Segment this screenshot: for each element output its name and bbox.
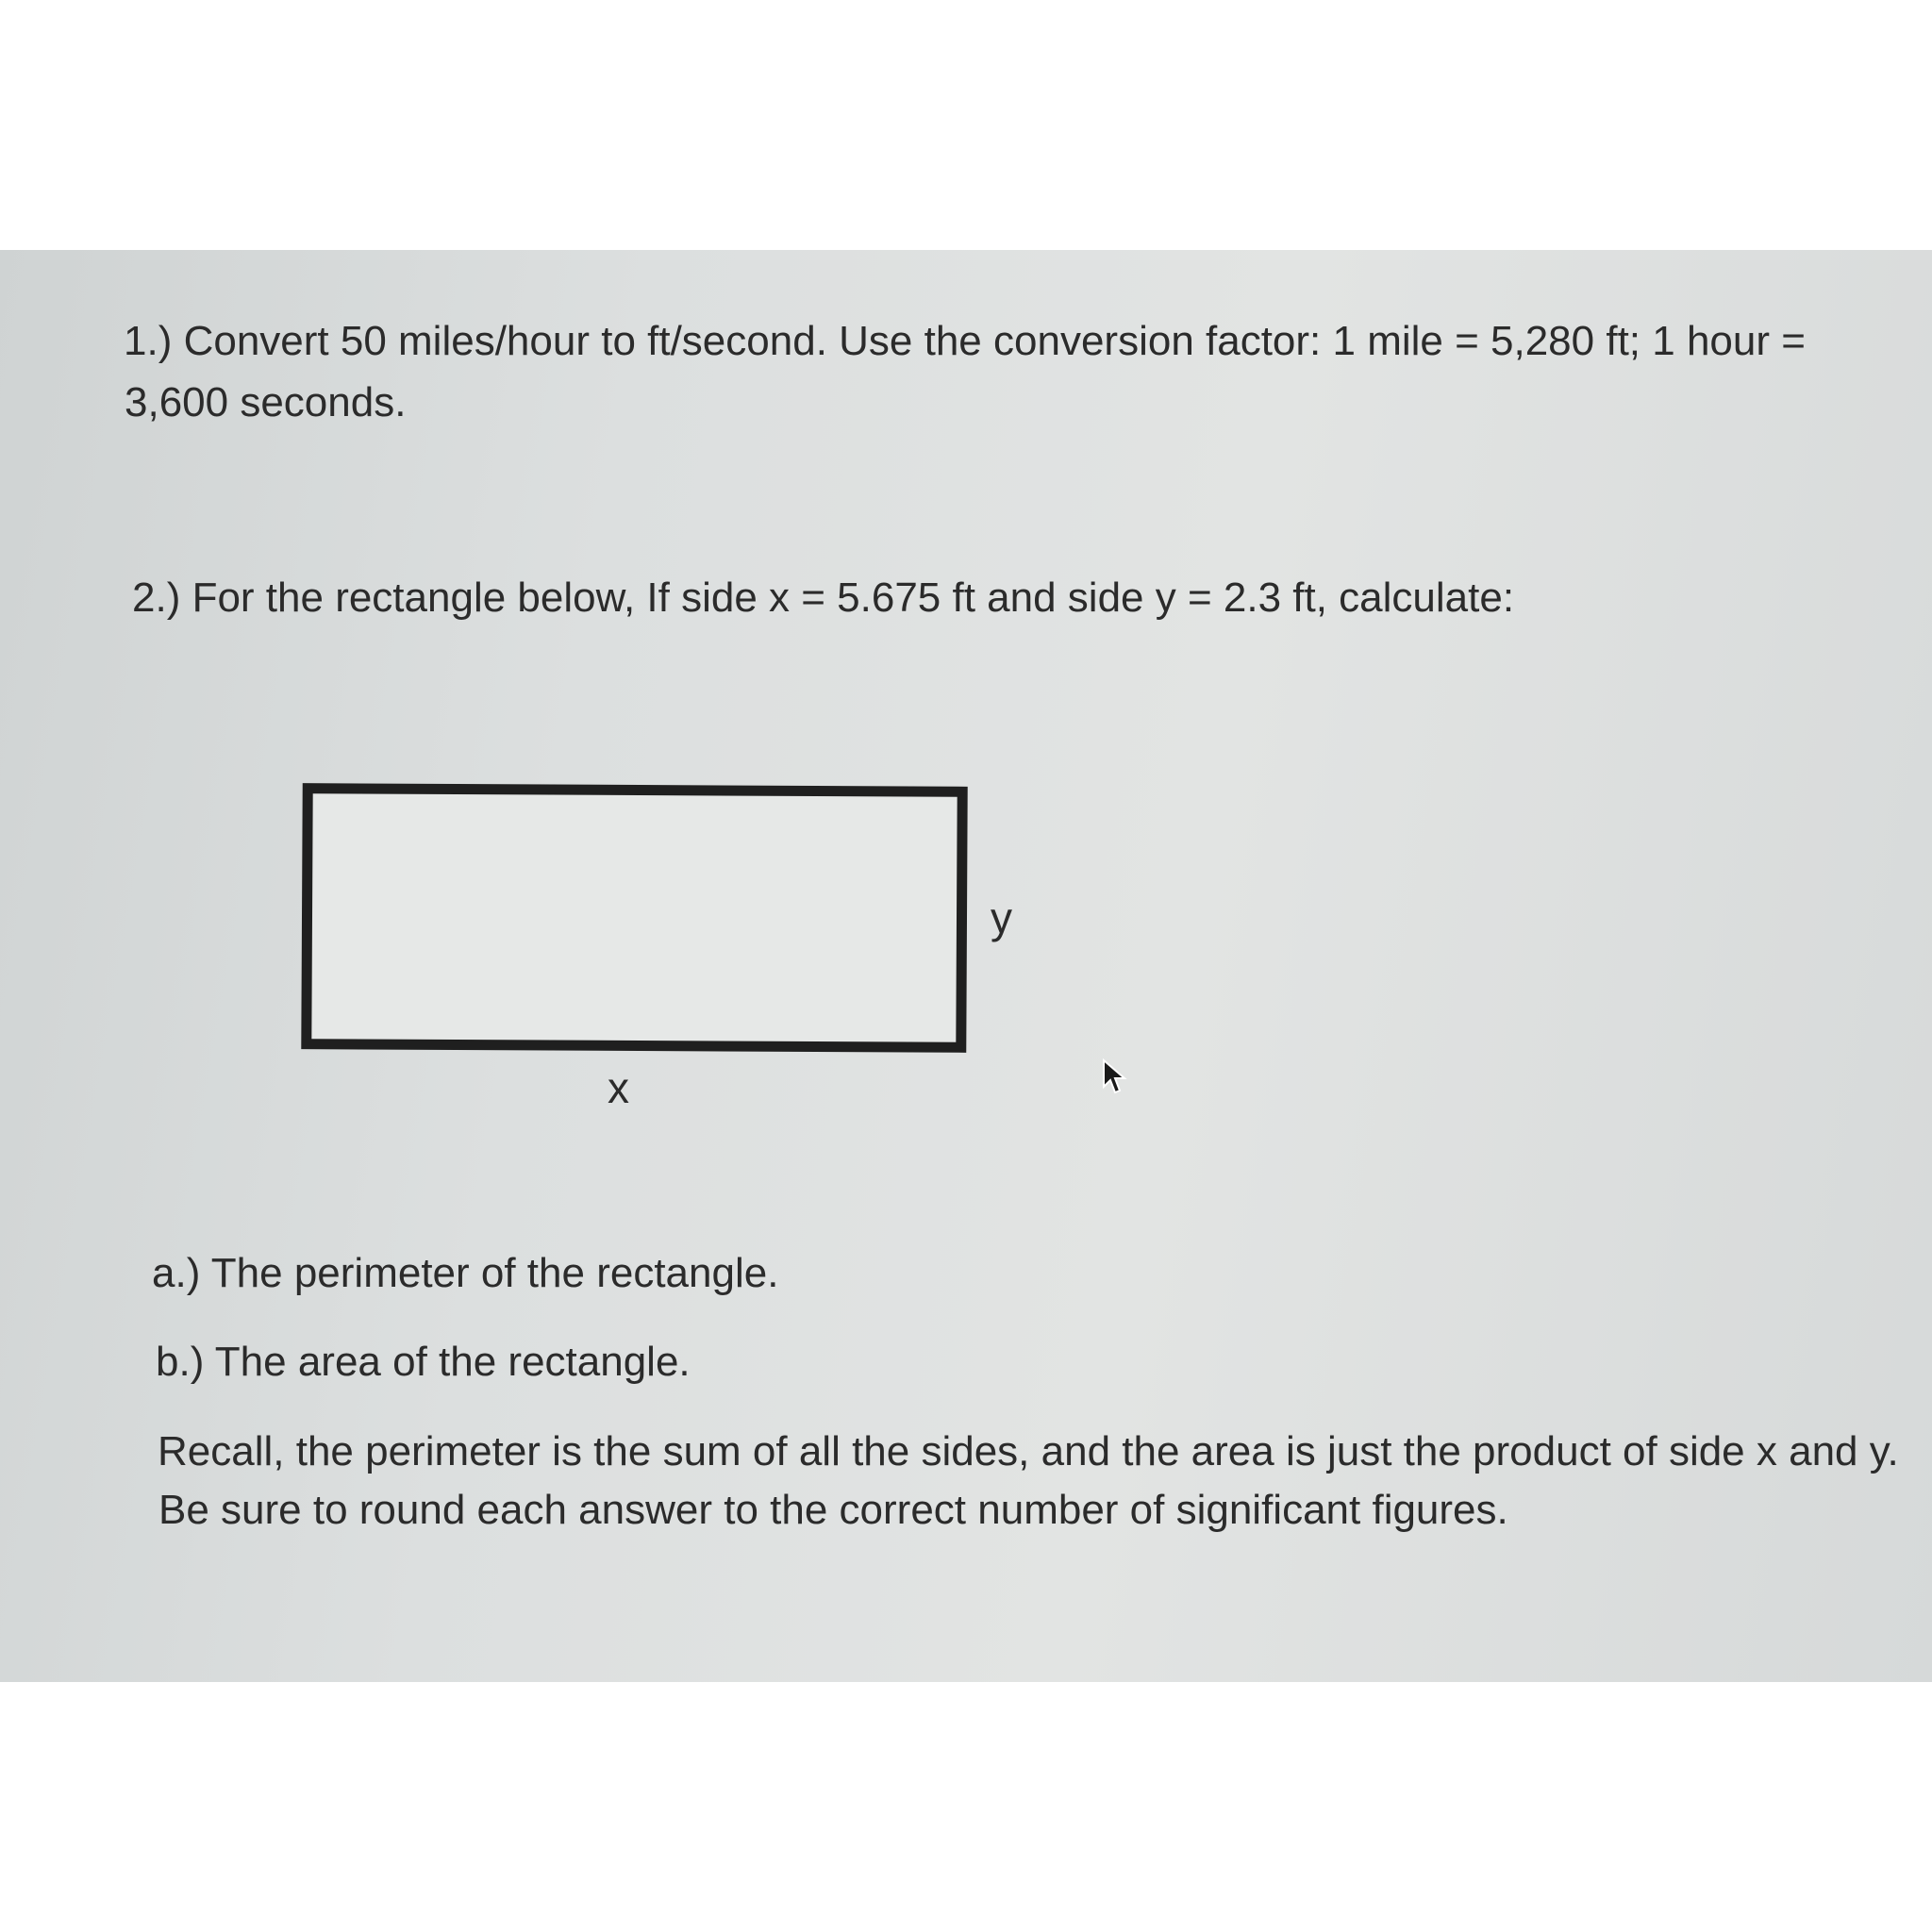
question2-prompt: 2.) For the rectangle below, If side x = 5.675 ft and side y = 2.3 ft, calculate: bbox=[132, 575, 1515, 621]
recall-line1: Recall, the perimeter is the sum of all the sides, and the area is just the product of side x and y. bbox=[158, 1428, 1899, 1474]
part-a: a.) The perimeter of the rectangle. bbox=[152, 1250, 779, 1296]
part-b: b.) The area of the rectangle. bbox=[156, 1339, 691, 1385]
label-x: x bbox=[608, 1063, 629, 1112]
rectangle-figure bbox=[301, 783, 967, 1053]
mouse-pointer-icon bbox=[1102, 1058, 1130, 1101]
question1-line2: 3,600 seconds. bbox=[125, 379, 407, 425]
recall-line2: Be sure to round each answer to the correct number of significant figures. bbox=[158, 1487, 1508, 1533]
question1-line1: 1.) Convert 50 miles/hour to ft/second. Use the conversion factor: 1 mile = 5,280 ft; 1 hour = bbox=[124, 318, 1806, 364]
label-y: y bbox=[991, 893, 1012, 942]
